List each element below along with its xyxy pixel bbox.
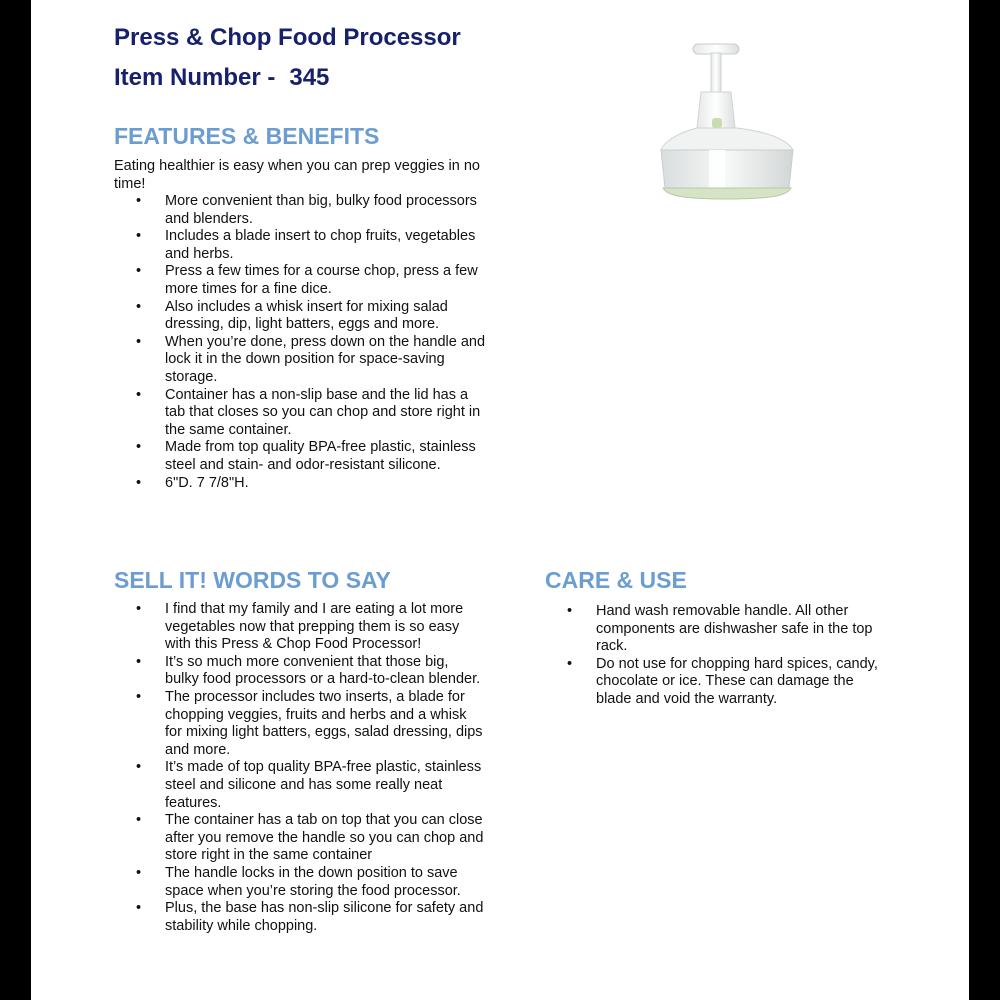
list-item: • Hand wash removable handle. All other components are dishwasher safe in the top rack. <box>545 603 885 656</box>
list-item: • Plus, the base has non-slip silicone for safety and stability while chopping. <box>114 900 486 935</box>
list-item: • Do not use for chopping hard spices, candy, chocolate or ice. These can damage the blade and void the warranty. <box>545 656 885 709</box>
food-processor-product-image <box>657 36 797 216</box>
sell-it-heading: SELL IT! WORDS TO SAY <box>114 567 391 593</box>
document-page <box>31 0 969 1000</box>
features-list <box>114 193 491 492</box>
item-number-value: 345 <box>289 64 330 91</box>
list-item: • Also includes a whisk insert for mixing salad dressing, dip, light batters, eggs and more. <box>114 299 491 334</box>
care-use-list <box>545 603 885 709</box>
list-item: • I find that my family and I are eating a lot more vegetables now that prepping them is so easy with this Press & Chop Food Processor! <box>114 601 486 654</box>
list-item: • 6"D. 7 7/8"H. <box>114 475 491 493</box>
list-item: • Press a few times for a course chop, press a few more times for a fine dice. <box>114 263 491 298</box>
list-item: • When you’re done, press down on the handle and lock it in the down position for space-saving storage. <box>114 334 491 387</box>
list-item: • It’s made of top quality BPA-free plastic, stainless steel and silicone and has some really neat features. <box>114 759 486 812</box>
list-item: • The container has a tab on top that you can close after you remove the handle so you can chop and store right in the same container <box>114 812 486 865</box>
sell-it-list <box>114 601 486 935</box>
item-number-label: Item Number - <box>114 64 276 91</box>
care-use-heading: CARE & USE <box>545 567 687 593</box>
list-item: • The processor includes two inserts, a blade for chopping veggies, fruits and herbs and a whisk for mixing light batters, eggs, salad dressing, dips and more. <box>114 689 486 759</box>
list-item: • It’s so much more convenient that those big, bulky food processors or a hard-to-clean blender. <box>114 654 486 689</box>
list-item: • Container has a non-slip base and the lid has a tab that closes so you can chop and store right in the same container. <box>114 387 491 440</box>
list-item: • The handle locks in the down position to save space when you’re storing the food processor. <box>114 865 486 900</box>
item-number <box>114 64 329 92</box>
features-intro: Eating healthier is easy when you can prep veggies in no time! <box>114 158 480 192</box>
list-item: • Made from top quality BPA-free plastic, stainless steel and stain- and odor-resistant silicone. <box>114 439 491 474</box>
list-item: • More convenient than big, bulky food processors and blenders. <box>114 193 491 228</box>
product-title: Press & Chop Food Processor <box>114 24 461 51</box>
features-heading: FEATURES & BENEFITS <box>114 123 380 149</box>
list-item: • Includes a blade insert to chop fruits, vegetables and herbs. <box>114 228 491 263</box>
